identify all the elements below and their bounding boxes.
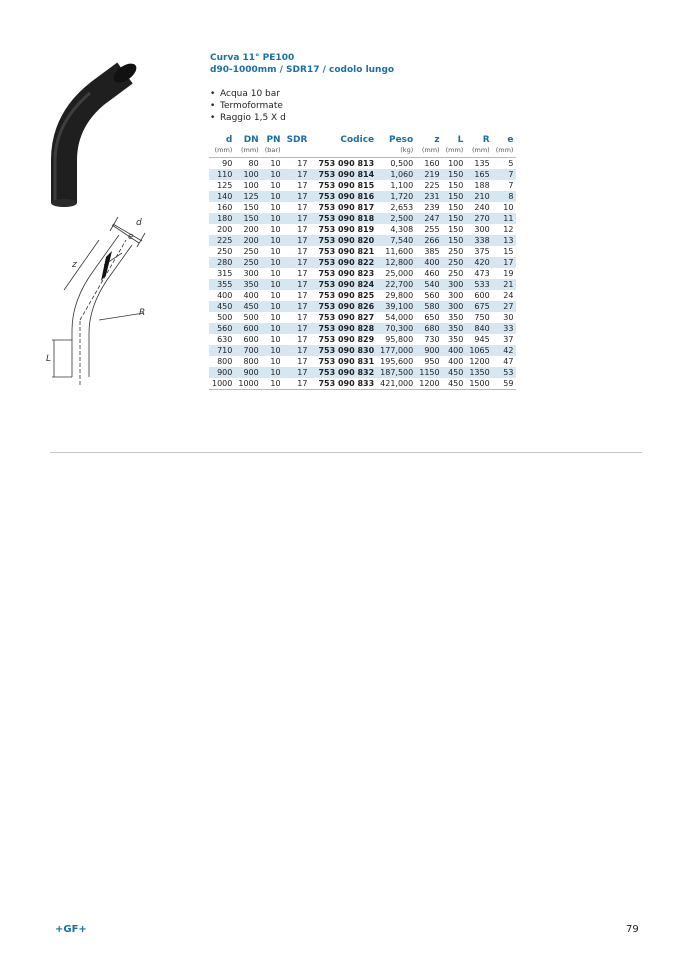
cell-pn: 10 bbox=[270, 335, 281, 344]
cell-z: 255 bbox=[424, 225, 440, 234]
cell-pn: 10 bbox=[270, 225, 281, 234]
cell-d: 355 bbox=[209, 279, 235, 290]
cell-e: 53 bbox=[493, 367, 517, 378]
cell-l: 250 bbox=[448, 247, 464, 256]
cell-d: 225 bbox=[209, 235, 235, 246]
cell-l: 300 bbox=[448, 291, 464, 300]
col-header-sdr: SDR bbox=[286, 135, 308, 145]
cell-codice: 753 090 829 bbox=[318, 335, 375, 344]
cell-dn: 80 bbox=[248, 159, 259, 168]
cell-e: 21 bbox=[493, 279, 517, 290]
cell-codice: 753 090 817 bbox=[318, 203, 375, 212]
cell-l: 150 bbox=[448, 181, 464, 190]
unit-z: (mm) bbox=[416, 146, 442, 158]
cell-codice: 753 090 830 bbox=[310, 345, 377, 356]
cell-codice: 753 090 833 bbox=[310, 378, 377, 390]
cell-dn: 125 bbox=[235, 191, 261, 202]
cell-codice: 753 090 820 bbox=[310, 235, 377, 246]
col-header-peso: Peso bbox=[388, 135, 414, 145]
cell-pn: 10 bbox=[262, 169, 284, 180]
cell-sdr: 17 bbox=[297, 313, 308, 322]
cell-sdr: 17 bbox=[284, 345, 311, 356]
feature-list bbox=[210, 88, 286, 124]
label-d: d bbox=[136, 218, 142, 228]
cell-pn: 10 bbox=[262, 323, 284, 334]
cell-pn: 10 bbox=[270, 203, 281, 212]
label-e: e bbox=[128, 232, 134, 242]
cell-codice: 753 090 823 bbox=[318, 269, 375, 278]
product-photo bbox=[40, 55, 160, 210]
cell-sdr: 17 bbox=[284, 257, 311, 268]
cell-pn: 10 bbox=[262, 257, 284, 268]
unit-l: (mm) bbox=[443, 146, 467, 158]
table-row bbox=[209, 169, 516, 180]
col-header-z: z bbox=[434, 135, 440, 145]
cell-peso: 11,600 bbox=[385, 247, 414, 256]
cell-pn: 10 bbox=[262, 367, 284, 378]
cell-r: 675 bbox=[466, 301, 492, 312]
cell-sdr: 17 bbox=[284, 367, 311, 378]
cell-e: 59 bbox=[493, 378, 517, 390]
cell-l: 150 bbox=[443, 213, 467, 224]
cell-l: 350 bbox=[448, 313, 464, 322]
cell-r: 188 bbox=[474, 181, 490, 190]
table-row bbox=[209, 301, 516, 312]
cell-sdr: 17 bbox=[297, 269, 308, 278]
cell-dn: 100 bbox=[243, 181, 259, 190]
cell-dn: 150 bbox=[243, 203, 259, 212]
label-z: z bbox=[72, 260, 77, 270]
table-row bbox=[209, 224, 516, 235]
cell-e: 10 bbox=[503, 203, 514, 212]
cell-dn: 150 bbox=[235, 213, 261, 224]
table-row bbox=[209, 202, 516, 213]
cell-pn: 10 bbox=[262, 345, 284, 356]
cell-peso: 25,000 bbox=[385, 269, 414, 278]
cell-z: 730 bbox=[424, 335, 440, 344]
cell-pn: 10 bbox=[262, 378, 284, 390]
cell-r: 840 bbox=[466, 323, 492, 334]
cell-e: 13 bbox=[493, 235, 517, 246]
cell-d: 800 bbox=[217, 357, 233, 366]
cell-z: 900 bbox=[416, 345, 442, 356]
col-header-l: L bbox=[457, 135, 464, 145]
table-row bbox=[209, 257, 516, 268]
cell-l: 450 bbox=[443, 378, 467, 390]
cell-codice: 753 090 825 bbox=[318, 291, 375, 300]
cell-r: 420 bbox=[466, 257, 492, 268]
cell-l: 400 bbox=[443, 345, 467, 356]
cell-pn: 10 bbox=[270, 181, 281, 190]
table-header-row bbox=[209, 135, 516, 146]
cell-sdr: 17 bbox=[297, 159, 308, 168]
cell-sdr: 17 bbox=[297, 357, 308, 366]
cell-sdr: 17 bbox=[297, 203, 308, 212]
cell-e: 33 bbox=[493, 323, 517, 334]
cell-peso: 195,600 bbox=[380, 357, 414, 366]
unit-pn: (bar) bbox=[262, 146, 284, 158]
cell-d: 125 bbox=[217, 181, 233, 190]
cell-dn: 1000 bbox=[235, 378, 261, 390]
col-header-codice: Codice bbox=[340, 135, 375, 145]
cell-z: 680 bbox=[416, 323, 442, 334]
spec-table bbox=[209, 135, 516, 390]
cell-peso: 70,300 bbox=[377, 323, 416, 334]
cell-r: 300 bbox=[474, 225, 490, 234]
cell-e: 15 bbox=[503, 247, 514, 256]
unit-sdr bbox=[284, 146, 311, 158]
label-R: R bbox=[139, 308, 146, 318]
cell-r: 1065 bbox=[466, 345, 492, 356]
cell-e: 5 bbox=[508, 159, 514, 168]
cell-pn: 10 bbox=[270, 357, 281, 366]
cell-l: 300 bbox=[443, 301, 467, 312]
cell-codice: 753 090 819 bbox=[318, 225, 375, 234]
table-units-row bbox=[209, 146, 516, 158]
table-row bbox=[209, 378, 516, 390]
cell-z: 540 bbox=[416, 279, 442, 290]
page-number: 79 bbox=[626, 924, 639, 935]
cell-sdr: 17 bbox=[284, 235, 311, 246]
cell-e: 8 bbox=[493, 191, 517, 202]
cell-pn: 10 bbox=[262, 191, 284, 202]
cell-e: 7 bbox=[508, 181, 514, 190]
cell-d: 1000 bbox=[209, 378, 235, 390]
cell-sdr: 17 bbox=[297, 291, 308, 300]
table-row bbox=[209, 290, 516, 301]
cell-peso: 1,060 bbox=[377, 169, 416, 180]
table-row bbox=[209, 367, 516, 378]
cell-d: 400 bbox=[217, 291, 233, 300]
cell-d: 710 bbox=[209, 345, 235, 356]
cell-e: 42 bbox=[493, 345, 517, 356]
cell-codice: 753 090 828 bbox=[310, 323, 377, 334]
table-row bbox=[209, 268, 516, 279]
unit-d: (mm) bbox=[209, 146, 235, 158]
cell-r: 240 bbox=[474, 203, 490, 212]
cell-codice: 753 090 818 bbox=[310, 213, 377, 224]
cell-pn: 10 bbox=[270, 247, 281, 256]
cell-l: 100 bbox=[448, 159, 464, 168]
cell-peso: 39,100 bbox=[377, 301, 416, 312]
gf-logo: +GF+ bbox=[55, 924, 87, 935]
cell-l: 350 bbox=[443, 323, 467, 334]
cell-codice: 753 090 831 bbox=[318, 357, 375, 366]
cell-peso: 2,653 bbox=[390, 203, 414, 212]
cell-dn: 600 bbox=[243, 335, 259, 344]
cell-pn: 10 bbox=[262, 235, 284, 246]
cell-dn: 300 bbox=[243, 269, 259, 278]
cell-l: 150 bbox=[443, 191, 467, 202]
col-header-e: e bbox=[507, 135, 514, 145]
cell-d: 90 bbox=[222, 159, 233, 168]
cell-sdr: 17 bbox=[284, 301, 311, 312]
cell-dn: 250 bbox=[243, 247, 259, 256]
cell-dn: 200 bbox=[243, 225, 259, 234]
cell-pn: 10 bbox=[270, 291, 281, 300]
cell-dn: 800 bbox=[243, 357, 259, 366]
technical-drawing bbox=[44, 215, 174, 390]
cell-l: 350 bbox=[448, 335, 464, 344]
cell-d: 250 bbox=[217, 247, 233, 256]
cell-z: 239 bbox=[424, 203, 440, 212]
table-row bbox=[209, 213, 516, 224]
cell-codice: 753 090 813 bbox=[318, 159, 375, 168]
cell-codice: 753 090 832 bbox=[310, 367, 377, 378]
cell-dn: 900 bbox=[235, 367, 261, 378]
cell-codice: 753 090 821 bbox=[318, 247, 375, 256]
cell-pn: 10 bbox=[262, 213, 284, 224]
cell-peso: 177,000 bbox=[377, 345, 416, 356]
cell-z: 266 bbox=[416, 235, 442, 246]
cell-z: 219 bbox=[416, 169, 442, 180]
cell-e: 11 bbox=[493, 213, 517, 224]
cell-codice: 753 090 815 bbox=[318, 181, 375, 190]
cell-l: 400 bbox=[448, 357, 464, 366]
cell-peso: 54,000 bbox=[385, 313, 414, 322]
cell-l: 150 bbox=[443, 169, 467, 180]
cell-peso: 95,800 bbox=[385, 335, 414, 344]
cell-d: 200 bbox=[217, 225, 233, 234]
cell-z: 460 bbox=[424, 269, 440, 278]
cell-e: 37 bbox=[503, 335, 514, 344]
table-row bbox=[209, 334, 516, 345]
cell-e: 27 bbox=[493, 301, 517, 312]
cell-peso: 29,800 bbox=[385, 291, 414, 300]
cell-r: 165 bbox=[466, 169, 492, 180]
cell-z: 400 bbox=[416, 257, 442, 268]
cell-peso: 421,000 bbox=[377, 378, 416, 390]
cell-r: 1350 bbox=[466, 367, 492, 378]
feature-item: • Termoformate bbox=[210, 100, 286, 112]
unit-dn: (mm) bbox=[235, 146, 261, 158]
cell-dn: 250 bbox=[235, 257, 261, 268]
cell-pn: 10 bbox=[262, 301, 284, 312]
cell-z: 247 bbox=[416, 213, 442, 224]
cell-r: 945 bbox=[474, 335, 490, 344]
cell-z: 231 bbox=[416, 191, 442, 202]
cell-e: 19 bbox=[503, 269, 514, 278]
cell-e: 12 bbox=[503, 225, 514, 234]
unit-codice bbox=[310, 146, 377, 158]
cell-d: 900 bbox=[209, 367, 235, 378]
col-header-r: R bbox=[482, 135, 490, 145]
cell-d: 180 bbox=[209, 213, 235, 224]
cell-pn: 10 bbox=[262, 279, 284, 290]
cell-peso: 22,700 bbox=[377, 279, 416, 290]
cell-r: 473 bbox=[474, 269, 490, 278]
cell-codice: 753 090 814 bbox=[310, 169, 377, 180]
cell-l: 150 bbox=[448, 225, 464, 234]
cell-z: 560 bbox=[424, 291, 440, 300]
col-header-d: d bbox=[225, 135, 233, 145]
cell-sdr: 17 bbox=[297, 335, 308, 344]
cell-dn: 350 bbox=[235, 279, 261, 290]
cell-d: 560 bbox=[209, 323, 235, 334]
table-row bbox=[209, 235, 516, 246]
col-header-pn: PN bbox=[266, 135, 281, 145]
cell-l: 450 bbox=[443, 367, 467, 378]
unit-e: (mm) bbox=[493, 146, 517, 158]
cell-r: 270 bbox=[466, 213, 492, 224]
feature-item: • Raggio 1,5 X d bbox=[210, 112, 286, 124]
cell-r: 135 bbox=[474, 159, 490, 168]
cell-peso: 7,540 bbox=[377, 235, 416, 246]
cell-sdr: 17 bbox=[284, 279, 311, 290]
cell-codice: 753 090 816 bbox=[310, 191, 377, 202]
cell-dn: 450 bbox=[235, 301, 261, 312]
cell-z: 160 bbox=[424, 159, 440, 168]
cell-dn: 700 bbox=[235, 345, 261, 356]
cell-e: 17 bbox=[493, 257, 517, 268]
cell-sdr: 17 bbox=[297, 225, 308, 234]
cell-sdr: 17 bbox=[284, 191, 311, 202]
cell-peso: 1,720 bbox=[377, 191, 416, 202]
cell-dn: 600 bbox=[235, 323, 261, 334]
section-divider bbox=[50, 452, 642, 453]
cell-codice: 753 090 824 bbox=[310, 279, 377, 290]
label-L: L bbox=[46, 354, 52, 364]
cell-l: 150 bbox=[448, 203, 464, 212]
cell-peso: 2,500 bbox=[377, 213, 416, 224]
cell-peso: 12,800 bbox=[377, 257, 416, 268]
feature-item: • Acqua 10 bar bbox=[210, 88, 286, 100]
cell-sdr: 17 bbox=[297, 247, 308, 256]
cell-d: 450 bbox=[209, 301, 235, 312]
cell-r: 750 bbox=[474, 313, 490, 322]
cell-d: 630 bbox=[217, 335, 233, 344]
table-row bbox=[209, 191, 516, 202]
cell-e: 30 bbox=[503, 313, 514, 322]
cell-dn: 200 bbox=[235, 235, 261, 246]
unit-r: (mm) bbox=[466, 146, 492, 158]
cell-sdr: 17 bbox=[284, 213, 311, 224]
cell-z: 385 bbox=[424, 247, 440, 256]
product-title bbox=[210, 52, 394, 76]
cell-codice: 753 090 826 bbox=[310, 301, 377, 312]
table-row bbox=[209, 158, 516, 170]
cell-dn: 400 bbox=[243, 291, 259, 300]
table-row bbox=[209, 180, 516, 191]
cell-d: 160 bbox=[217, 203, 233, 212]
cell-z: 1150 bbox=[416, 367, 442, 378]
cell-dn: 100 bbox=[235, 169, 261, 180]
cell-r: 375 bbox=[474, 247, 490, 256]
table-row bbox=[209, 246, 516, 257]
product-title-line1: Curva 11° PE100 bbox=[210, 53, 295, 63]
cell-e: 47 bbox=[503, 357, 514, 366]
cell-r: 1500 bbox=[466, 378, 492, 390]
cell-l: 300 bbox=[443, 279, 467, 290]
cell-d: 110 bbox=[209, 169, 235, 180]
unit-peso: (kg) bbox=[377, 146, 416, 158]
cell-d: 500 bbox=[217, 313, 233, 322]
cell-peso: 187,500 bbox=[377, 367, 416, 378]
cell-r: 1200 bbox=[469, 357, 490, 366]
cell-z: 650 bbox=[424, 313, 440, 322]
cell-sdr: 17 bbox=[284, 323, 311, 334]
cell-l: 250 bbox=[443, 257, 467, 268]
cell-e: 24 bbox=[503, 291, 514, 300]
table-row bbox=[209, 312, 516, 323]
cell-pn: 10 bbox=[270, 159, 281, 168]
cell-pn: 10 bbox=[270, 313, 281, 322]
cell-peso: 0,500 bbox=[390, 159, 414, 168]
cell-z: 1200 bbox=[416, 378, 442, 390]
cell-codice: 753 090 822 bbox=[310, 257, 377, 268]
cell-d: 140 bbox=[209, 191, 235, 202]
table-row bbox=[209, 323, 516, 334]
cell-sdr: 17 bbox=[284, 169, 311, 180]
cell-peso: 1,100 bbox=[390, 181, 414, 190]
cell-e: 7 bbox=[493, 169, 517, 180]
cell-l: 250 bbox=[448, 269, 464, 278]
cell-l: 150 bbox=[443, 235, 467, 246]
product-title-line2: d90-1000mm / SDR17 / codolo lungo bbox=[210, 65, 395, 75]
cell-d: 280 bbox=[209, 257, 235, 268]
spec-table-body bbox=[209, 158, 516, 390]
cell-sdr: 17 bbox=[297, 181, 308, 190]
table-row bbox=[209, 279, 516, 290]
col-header-dn: DN bbox=[243, 135, 259, 145]
cell-z: 950 bbox=[424, 357, 440, 366]
table-row bbox=[209, 356, 516, 367]
cell-r: 210 bbox=[466, 191, 492, 202]
cell-r: 600 bbox=[474, 291, 490, 300]
cell-peso: 4,308 bbox=[390, 225, 414, 234]
cell-d: 315 bbox=[217, 269, 233, 278]
cell-r: 533 bbox=[466, 279, 492, 290]
cell-sdr: 17 bbox=[284, 378, 311, 390]
cell-r: 338 bbox=[466, 235, 492, 246]
cell-pn: 10 bbox=[270, 269, 281, 278]
table-row bbox=[209, 345, 516, 356]
cell-z: 225 bbox=[424, 181, 440, 190]
cell-codice: 753 090 827 bbox=[318, 313, 375, 322]
cell-dn: 500 bbox=[243, 313, 259, 322]
cell-z: 580 bbox=[416, 301, 442, 312]
